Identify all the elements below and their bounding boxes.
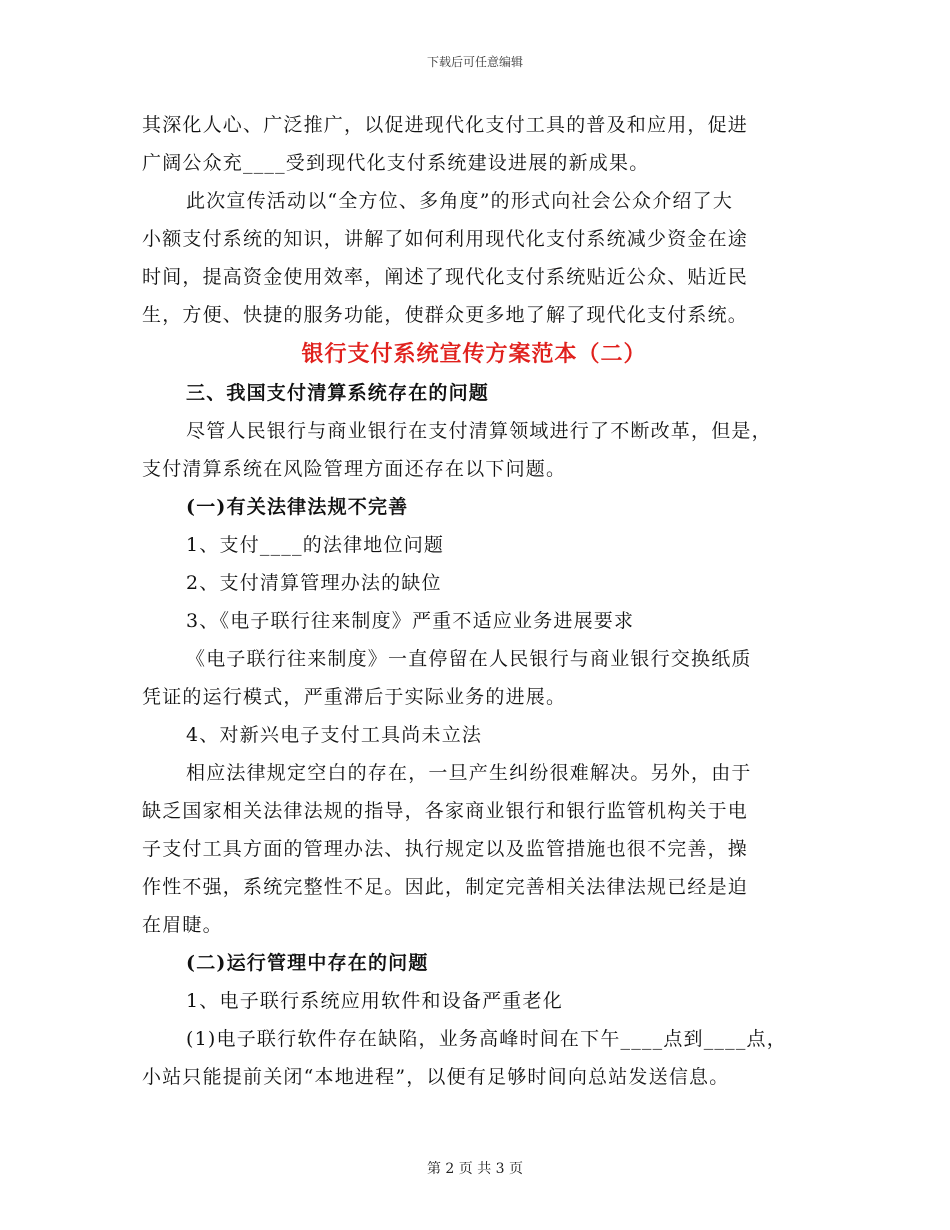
body-line: 《电子联行往来制度》一直停留在人民银行与商业银行交换纸质 [186,648,752,670]
heading-line: 三、我国支付清算系统存在的问题 [186,382,490,404]
body-line: 缺乏国家相关法律法规的指导，各家商业银行和银行监管机构关于电 [142,800,749,822]
list-item: 3、《电子联行往来制度》严重不适应业务进展要求 [186,610,635,632]
list-item: 1、电子联行系统应用软件和设备严重老化 [186,990,563,1012]
body-line: 其深化人心、广泛推广，以促进现代化支付工具的普及和应用，促进 [142,114,749,136]
body-line: 凭证的运行模式，严重滞后于实际业务的进展。 [142,686,567,708]
page-header-note: 下载后可任意编辑 [426,55,523,69]
body-line: (1)电子联行软件存在缺陷，业务高峰时间在下午____点到____点， [186,1028,787,1050]
list-item: 4、对新兴电子支付工具尚未立法 [186,724,483,746]
body-line: 时间，提高资金使用效率，阐述了现代化支付系统贴近公众、贴近民 [142,266,749,288]
subheading-line: (一)有关法律法规不完善 [186,496,409,518]
body-line: 在眉睫。 [142,914,223,936]
section-title: 银行支付系统宣传方案范本（二） [301,341,647,367]
body-line: 小站只能提前关闭“本地进程”，以便有足够时间向总站发送信息。 [142,1066,730,1088]
page-number: 第 2 页 共 3 页 [426,1161,524,1177]
body-line: 支付清算系统在风险管理方面还存在以下问题。 [142,458,567,480]
list-item: 2、支付清算管理办法的缺位 [186,572,442,594]
body-line: 生，方便、快捷的服务功能，使群众更多地了解了现代化支付系统。 [142,304,749,326]
body-line: 小额支付系统的知识，讲解了如何利用现代化支付系统减少资金在途 [142,228,749,250]
body-line: 子支付工具方面的管理办法、执行规定以及监管措施也很不完善，操 [142,838,749,860]
document-body [142,106,806,1096]
body-line: 广阔公众充____受到现代化支付系统建设进展的新成果。 [142,152,650,174]
subheading-line: (二)运行管理中存在的问题 [186,952,429,974]
body-line: 相应法律规定空白的存在，一旦产生纠纷很难解决。另外，由于 [186,762,752,784]
body-line: 此次宣传活动以“全方位、多角度”的形式向社会公众介绍了大 [186,190,734,212]
body-line: 尽管人民银行与商业银行在支付清算领域进行了不断改革，但是， [186,420,772,442]
body-line: 作性不强，系统完整性不足。因此，制定完善相关法律法规已经是迫 [142,876,749,898]
list-item: 1、支付____的法律地位问题 [186,534,445,556]
